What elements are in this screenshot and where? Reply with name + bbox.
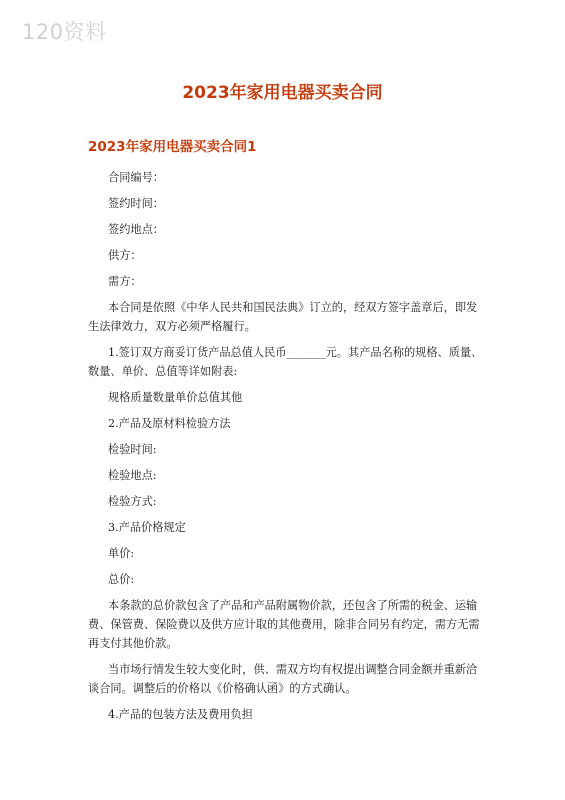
total-price-field: 总价: <box>108 573 135 586</box>
watermark: 120资料 <box>22 20 107 44</box>
intro-paragraph: 本合同是依照《中华人民共和国民法典》订立的，经双方签字盖章后，即发生法律效力，双方必须严格履行。 <box>88 301 478 333</box>
clause-1: 1.签订双方商妥订货产品总值人民币_______元。其产品名称的规格、质量、数量、单价、总值等详如附表: <box>88 346 483 378</box>
buyer-field: 需方： <box>108 275 142 288</box>
inspect-time-field: 检验时间: <box>108 443 157 456</box>
contract-body <box>88 168 488 731</box>
inspect-place-field: 检验地点: <box>108 469 157 482</box>
clause-3: 3.产品价格规定 <box>108 521 186 534</box>
price-description-paragraph: 本条款的总价款包含了产品和产品附属物价款，还包含了所需的税金、运输费、保管费、保险费以及供方应计取的其他费用，除非合同另有约定，需方无需再支付其他价款。 <box>88 599 480 650</box>
clause-2: 2.产品及原材料检验方法 <box>108 417 231 430</box>
supplier-field: 供方： <box>108 249 142 262</box>
price-adjust-paragraph: 当市场行情发生较大变化时，供、需双方均有权提出调整合同金额并重新洽谈合同。调整后的价格以《价格确认函》的方式确认。 <box>88 663 478 695</box>
inspect-method-field: 检验方式: <box>108 495 157 508</box>
sign-place-field: 签约地点： <box>108 223 164 236</box>
unit-price-field: 单价: <box>108 547 135 560</box>
section-title: 2023年家用电器买卖合同1 <box>88 139 257 155</box>
contract-number-field: 合同编号： <box>108 171 164 184</box>
document-title: 2023年家用电器买卖合同 <box>182 83 383 103</box>
table-header-line: 规格质量数量单价总值其他 <box>108 391 243 404</box>
sign-time-field: 签约时间： <box>108 197 164 210</box>
clause-4: 4.产品的包装方法及费用负担 <box>108 708 253 721</box>
